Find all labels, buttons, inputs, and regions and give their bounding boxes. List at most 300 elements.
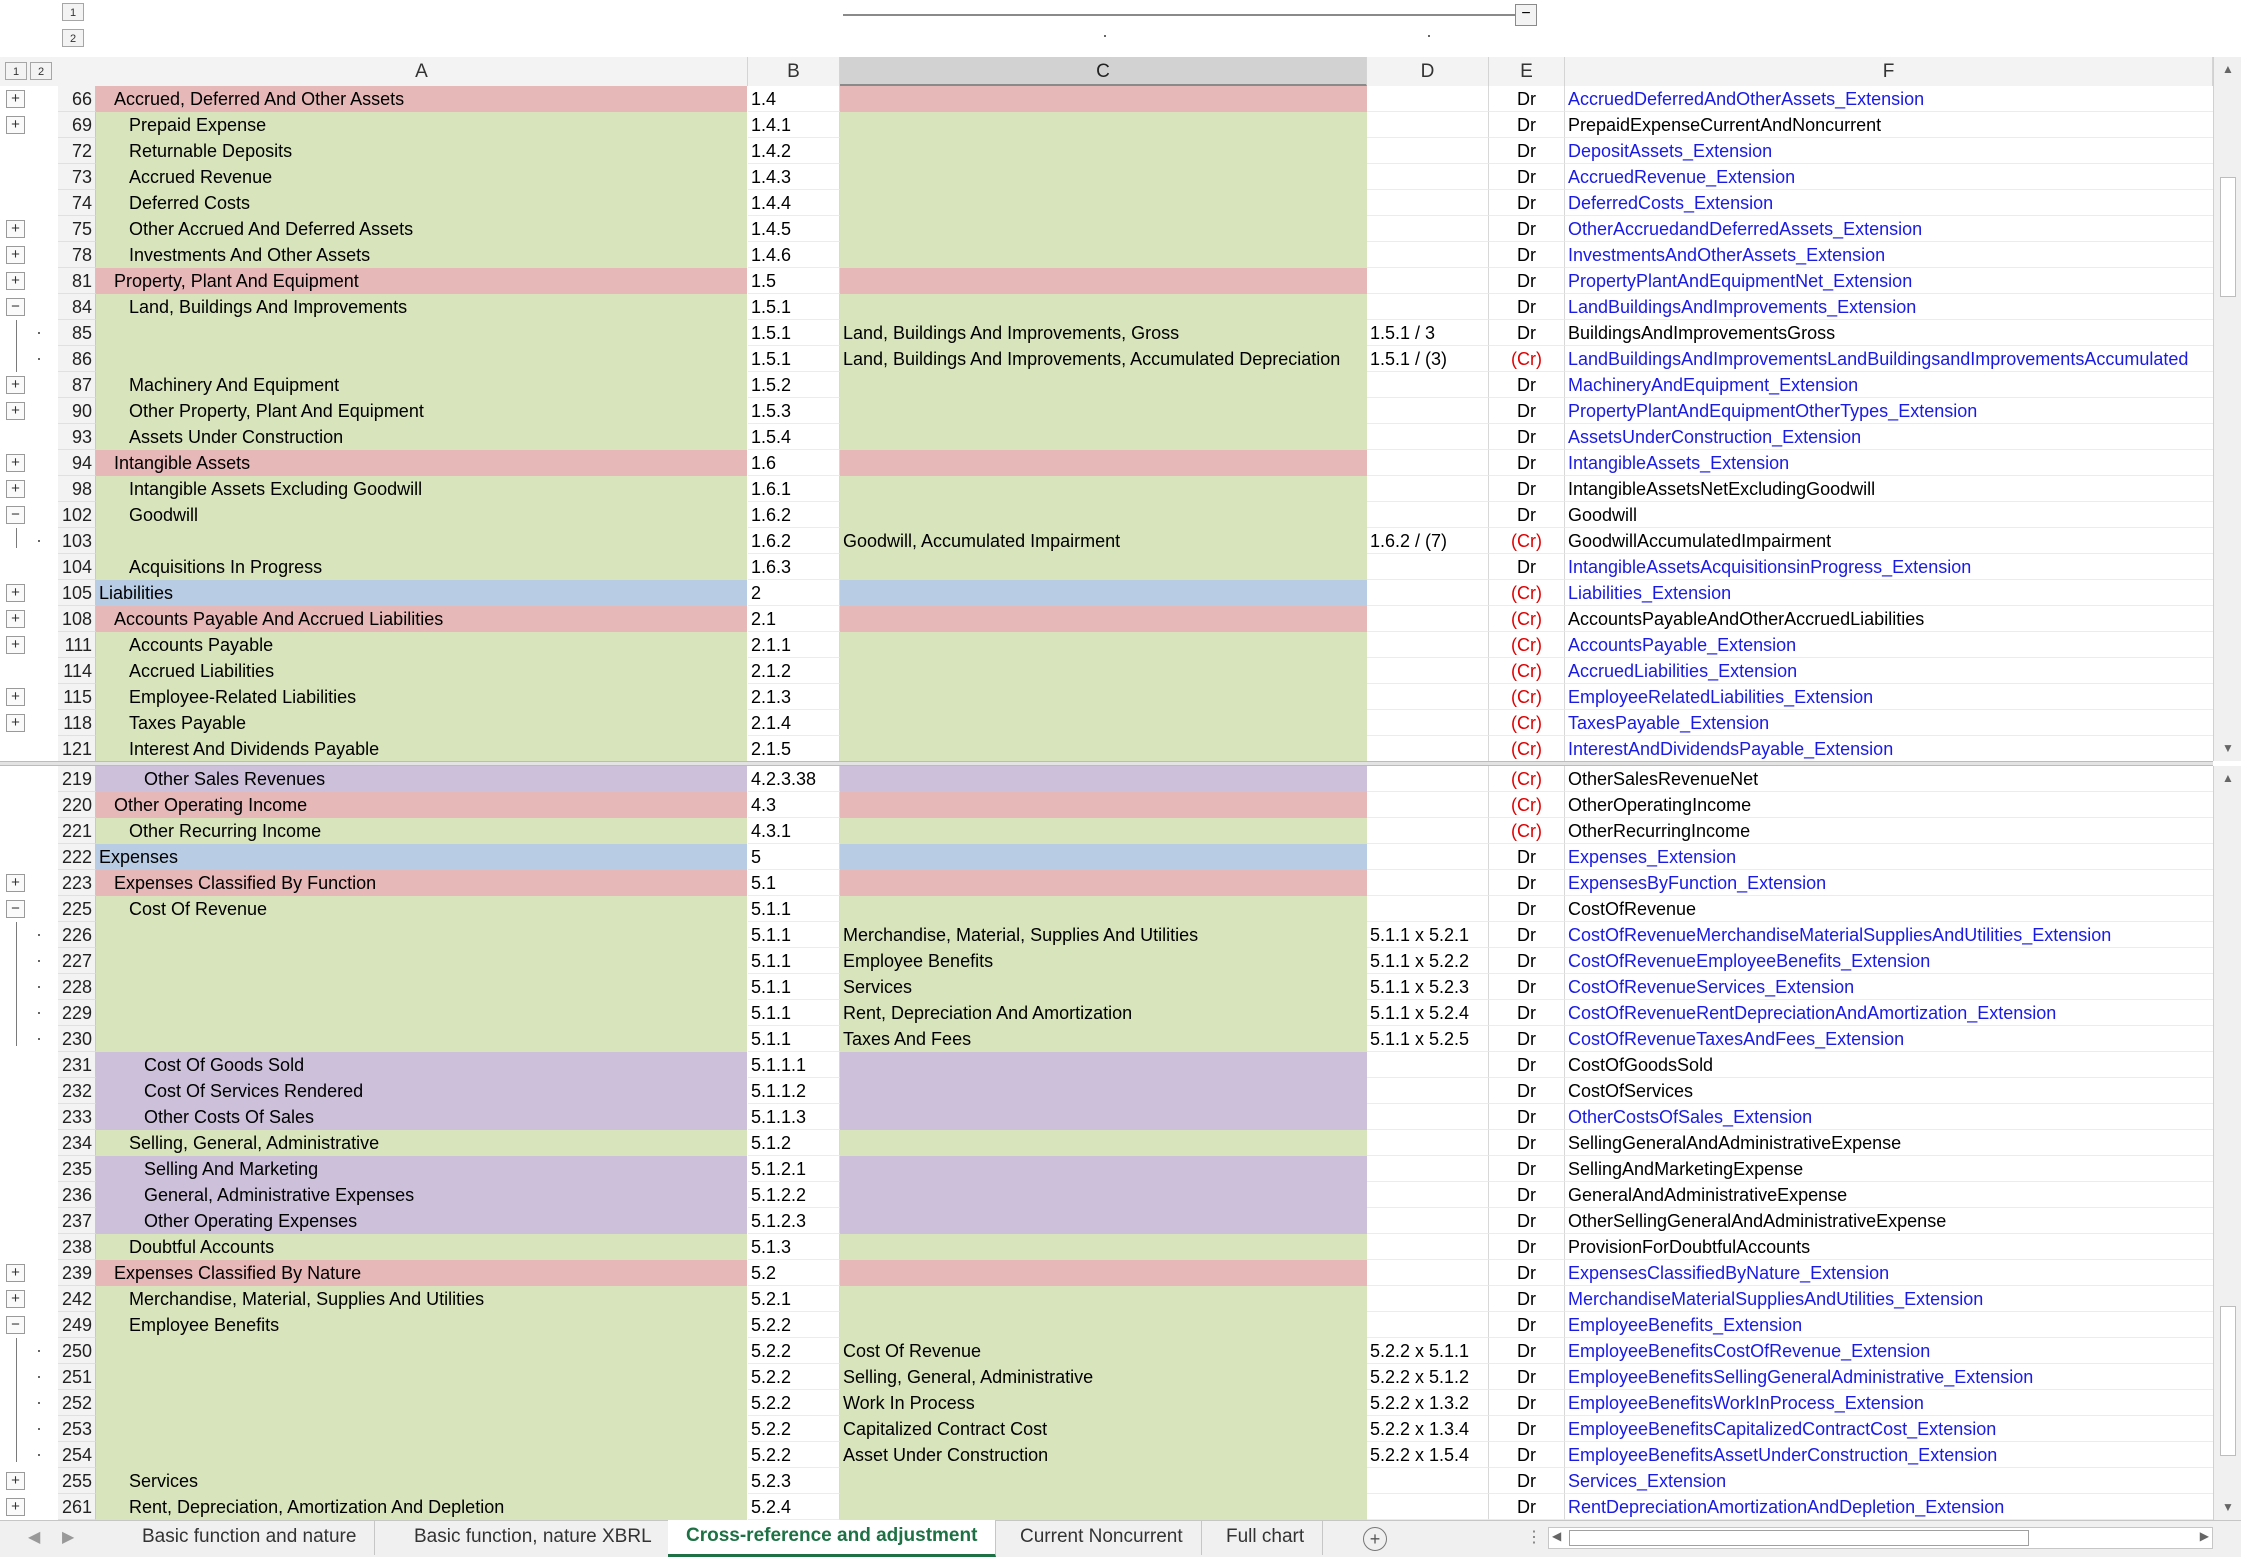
cell-a[interactable]: Selling, General, Administrative [96,1130,748,1156]
cell-b[interactable]: 1.5.4 [748,424,840,450]
row-number[interactable]: 85 [58,320,96,346]
horizontal-scrollbar[interactable] [1548,1527,2213,1549]
cell-e[interactable]: Dr [1489,974,1565,1000]
cell-d[interactable] [1367,684,1489,710]
cell-f[interactable]: IntangibleAssetsNetExcludingGoodwill [1565,476,2213,502]
cell-f[interactable]: ProvisionForDoubtfulAccounts [1565,1234,2213,1260]
cell-d[interactable] [1367,1156,1489,1182]
cell-d[interactable]: 5.1.1 x 5.2.1 [1367,922,1489,948]
cell-d[interactable] [1367,1104,1489,1130]
cell-b[interactable]: 5.1.2.2 [748,1182,840,1208]
column-header-e[interactable]: E [1489,57,1565,86]
cell-e[interactable]: Dr [1489,1286,1565,1312]
cell-e[interactable]: Dr [1489,476,1565,502]
cell-d[interactable] [1367,1312,1489,1338]
row-number[interactable]: 220 [58,792,96,818]
cell-a[interactable] [96,948,748,974]
cell-e[interactable]: Dr [1489,554,1565,580]
cell-d[interactable] [1367,580,1489,606]
cell-a[interactable]: Interest And Dividends Payable [96,736,748,761]
cell-b[interactable]: 1.5.1 [748,320,840,346]
cell-a[interactable]: Machinery And Equipment [96,372,748,398]
expand-group-icon[interactable]: + [6,454,25,472]
expand-group-icon[interactable]: + [6,116,25,134]
cell-a[interactable]: Other Sales Revenues [96,766,748,792]
cell-b[interactable]: 5.2.2 [748,1338,840,1364]
cell-b[interactable]: 1.5.1 [748,294,840,320]
cell-f[interactable]: OtherRecurringIncome [1565,818,2213,844]
cell-c[interactable] [840,1468,1367,1494]
cell-b[interactable]: 4.3.1 [748,818,840,844]
scroll-down-arrow-icon[interactable]: ▼ [2222,1500,2234,1514]
cell-f[interactable]: SellingGeneralAndAdministrativeExpense [1565,1130,2213,1156]
row-number[interactable]: 228 [58,974,96,1000]
sheet-tab-basic-function-nature-xbrl[interactable]: Basic function, nature XBRL [396,1521,671,1555]
cell-d[interactable]: 5.2.2 x 5.1.1 [1367,1338,1489,1364]
cell-b[interactable]: 1.4.2 [748,138,840,164]
collapse-group-icon[interactable]: − [6,1316,25,1334]
cell-f[interactable]: DeferredCosts_Extension [1565,190,2213,216]
expand-group-icon[interactable]: + [6,376,25,394]
cell-e[interactable]: (Cr) [1489,766,1565,792]
cell-e[interactable]: Dr [1489,1338,1565,1364]
cell-a[interactable] [96,346,748,372]
cell-b[interactable]: 5.2.2 [748,1312,840,1338]
row-number[interactable]: 233 [58,1104,96,1130]
cell-d[interactable] [1367,424,1489,450]
cell-a[interactable] [96,1416,748,1442]
bottom-vertical-scrollbar[interactable] [2213,766,2241,1520]
top-vertical-scrollbar[interactable] [2213,57,2241,761]
cell-b[interactable]: 2.1 [748,606,840,632]
cell-c[interactable] [840,1130,1367,1156]
cell-d[interactable] [1367,112,1489,138]
cell-f[interactable]: AccountsPayable_Extension [1565,632,2213,658]
cell-b[interactable]: 1.6 [748,450,840,476]
cell-a[interactable]: Other Costs Of Sales [96,1104,748,1130]
cell-d[interactable]: 5.2.2 x 1.5.4 [1367,1442,1489,1468]
cell-f[interactable]: EmployeeBenefitsAssetUnderConstruction_Extension [1565,1442,2213,1468]
cell-b[interactable]: 5.1.1.3 [748,1104,840,1130]
cell-e[interactable]: Dr [1489,424,1565,450]
row-number[interactable]: 254 [58,1442,96,1468]
cell-c[interactable] [840,792,1367,818]
cell-c[interactable]: Capitalized Contract Cost [840,1416,1367,1442]
cell-a[interactable]: Prepaid Expense [96,112,748,138]
row-number[interactable]: 87 [58,372,96,398]
cell-e[interactable]: Dr [1489,294,1565,320]
cell-e[interactable]: (Cr) [1489,710,1565,736]
cell-c[interactable] [840,1104,1367,1130]
cell-e[interactable]: (Cr) [1489,606,1565,632]
row-number[interactable]: 227 [58,948,96,974]
cell-d[interactable] [1367,554,1489,580]
cell-a[interactable]: Employee-Related Liabilities [96,684,748,710]
cell-a[interactable]: Selling And Marketing [96,1156,748,1182]
cell-d[interactable] [1367,190,1489,216]
cell-f[interactable]: CostOfRevenueMerchandiseMaterialSuppliesAndUtilities_Extension [1565,922,2213,948]
cell-c[interactable] [840,476,1367,502]
row-number[interactable]: 231 [58,1052,96,1078]
cell-f[interactable]: ExpensesClassifiedByNature_Extension [1565,1260,2213,1286]
row-number[interactable]: 232 [58,1078,96,1104]
cell-c[interactable] [840,554,1367,580]
cell-e[interactable]: Dr [1489,870,1565,896]
row-level-2-button[interactable]: 2 [30,62,52,80]
cell-e[interactable]: Dr [1489,164,1565,190]
cell-b[interactable]: 5.1.1.2 [748,1078,840,1104]
cell-d[interactable] [1367,1234,1489,1260]
cell-b[interactable]: 2 [748,580,840,606]
expand-group-icon[interactable]: + [6,402,25,420]
cell-f[interactable]: OtherAccruedandDeferredAssets_Extension [1565,216,2213,242]
cell-f[interactable]: CostOfRevenueTaxesAndFees_Extension [1565,1026,2213,1052]
cell-e[interactable]: Dr [1489,112,1565,138]
row-number[interactable]: 221 [58,818,96,844]
cell-a[interactable]: Liabilities [96,580,748,606]
cell-f[interactable]: PropertyPlantAndEquipmentNet_Extension [1565,268,2213,294]
row-number[interactable]: 238 [58,1234,96,1260]
cell-f[interactable]: CostOfServices [1565,1078,2213,1104]
cell-f[interactable]: RentDepreciationAmortizationAndDepletion_Extension [1565,1494,2213,1520]
cell-a[interactable] [96,320,748,346]
cell-f[interactable]: GoodwillAccumulatedImpairment [1565,528,2213,554]
cell-f[interactable]: ExpensesByFunction_Extension [1565,870,2213,896]
cell-e[interactable]: Dr [1489,1052,1565,1078]
expand-group-icon[interactable]: + [6,688,25,706]
row-number[interactable]: 226 [58,922,96,948]
cell-f[interactable]: EmployeeBenefitsCostOfRevenue_Extension [1565,1338,2213,1364]
sheet-tab-full-chart[interactable]: Full chart [1208,1521,1323,1555]
cell-c[interactable] [840,450,1367,476]
cell-f[interactable]: BuildingsAndImprovementsGross [1565,320,2213,346]
cell-a[interactable]: Taxes Payable [96,710,748,736]
expand-group-icon[interactable]: + [6,220,25,238]
row-number[interactable]: 239 [58,1260,96,1286]
row-number[interactable]: 118 [58,710,96,736]
cell-e[interactable]: Dr [1489,1390,1565,1416]
cell-a[interactable]: Returnable Deposits [96,138,748,164]
row-number[interactable]: 94 [58,450,96,476]
column-level-1-button[interactable]: 1 [62,3,84,21]
cell-e[interactable]: (Cr) [1489,818,1565,844]
column-header-c[interactable]: C [840,57,1367,86]
cell-e[interactable]: Dr [1489,922,1565,948]
collapse-group-icon[interactable]: − [6,900,25,918]
row-number[interactable]: 235 [58,1156,96,1182]
row-number[interactable]: 223 [58,870,96,896]
cell-f[interactable]: EmployeeBenefitsWorkInProcess_Extension [1565,1390,2213,1416]
row-number[interactable]: 69 [58,112,96,138]
cell-a[interactable]: Other Operating Expenses [96,1208,748,1234]
cell-a[interactable]: Deferred Costs [96,190,748,216]
cell-e[interactable]: Dr [1489,1000,1565,1026]
cell-b[interactable]: 5.1.2.3 [748,1208,840,1234]
cell-c[interactable] [840,372,1367,398]
cell-b[interactable]: 5.1.1 [748,1000,840,1026]
cell-e[interactable]: (Cr) [1489,580,1565,606]
cell-f[interactable]: LandBuildingsAndImprovementsLandBuildingsandImprovementsAccumulated [1565,346,2213,372]
cell-b[interactable]: 1.6.2 [748,502,840,528]
cell-c[interactable] [840,1494,1367,1520]
cell-b[interactable]: 5.1.1 [748,922,840,948]
cell-c[interactable] [840,424,1367,450]
cell-e[interactable]: Dr [1489,1026,1565,1052]
cell-d[interactable] [1367,138,1489,164]
cell-c[interactable] [840,580,1367,606]
cell-b[interactable]: 5.2 [748,1260,840,1286]
cell-d[interactable] [1367,1052,1489,1078]
scroll-thumb[interactable] [2220,177,2236,297]
cell-b[interactable]: 1.4 [748,86,840,112]
collapse-group-icon[interactable]: − [6,298,25,316]
cell-b[interactable]: 5.1.1 [748,1026,840,1052]
scroll-up-arrow-icon[interactable]: ▲ [2222,62,2234,76]
sheet-tab-cross-reference-and-adjustment[interactable]: Cross-reference and adjustment [668,1520,996,1557]
row-number[interactable]: 230 [58,1026,96,1052]
cell-c[interactable] [840,294,1367,320]
cell-a[interactable]: Acquisitions In Progress [96,554,748,580]
cell-f[interactable]: CostOfRevenueServices_Extension [1565,974,2213,1000]
cell-f[interactable]: MerchandiseMaterialSuppliesAndUtilities_Extension [1565,1286,2213,1312]
cell-a[interactable]: Expenses Classified By Nature [96,1260,748,1286]
cell-f[interactable]: Expenses_Extension [1565,844,2213,870]
next-sheet-icon[interactable]: ▶ [62,1529,75,1546]
cell-f[interactable]: EmployeeBenefitsSellingGeneralAdministrative_Extension [1565,1364,2213,1390]
scroll-right-arrow-icon[interactable]: ▶ [2199,1529,2209,1543]
row-number[interactable]: 261 [58,1494,96,1520]
cell-c[interactable] [840,736,1367,761]
cell-a[interactable]: Other Recurring Income [96,818,748,844]
cell-b[interactable]: 4.3 [748,792,840,818]
cell-a[interactable]: Other Accrued And Deferred Assets [96,216,748,242]
cell-e[interactable]: Dr [1489,1234,1565,1260]
cell-a[interactable]: Intangible Assets Excluding Goodwill [96,476,748,502]
cell-a[interactable]: Cost Of Goods Sold [96,1052,748,1078]
cell-a[interactable]: Other Property, Plant And Equipment [96,398,748,424]
cell-e[interactable]: Dr [1489,1182,1565,1208]
cell-c[interactable] [840,896,1367,922]
cell-a[interactable]: Accrued Liabilities [96,658,748,684]
sheet-tab-current-noncurrent[interactable]: Current Noncurrent [1002,1521,1202,1555]
cell-c[interactable] [840,190,1367,216]
cell-e[interactable]: Dr [1489,372,1565,398]
cell-d[interactable] [1367,1130,1489,1156]
row-number[interactable]: 84 [58,294,96,320]
row-number[interactable]: 222 [58,844,96,870]
cell-a[interactable]: Accounts Payable And Accrued Liabilities [96,606,748,632]
cell-d[interactable]: 5.1.1 x 5.2.2 [1367,948,1489,974]
cell-b[interactable]: 1.5.2 [748,372,840,398]
add-sheet-icon[interactable]: + [1363,1527,1387,1551]
row-number[interactable]: 86 [58,346,96,372]
cell-a[interactable]: Employee Benefits [96,1312,748,1338]
cell-f[interactable]: Goodwill [1565,502,2213,528]
cell-f[interactable]: MachineryAndEquipment_Extension [1565,372,2213,398]
cell-e[interactable]: Dr [1489,1156,1565,1182]
row-number[interactable]: 104 [58,554,96,580]
cell-e[interactable]: Dr [1489,1130,1565,1156]
row-number[interactable]: 78 [58,242,96,268]
cell-c[interactable] [840,870,1367,896]
cell-a[interactable] [96,1000,748,1026]
cell-f[interactable]: InterestAndDividendsPayable_Extension [1565,736,2213,761]
cell-b[interactable]: 5.1.1 [748,974,840,1000]
cell-c[interactable]: Goodwill, Accumulated Impairment [840,528,1367,554]
row-number[interactable]: 251 [58,1364,96,1390]
cell-b[interactable]: 5.2.2 [748,1390,840,1416]
cell-e[interactable]: Dr [1489,896,1565,922]
column-header-b[interactable]: B [748,57,840,86]
cell-d[interactable] [1367,1182,1489,1208]
cell-c[interactable] [840,1182,1367,1208]
cell-f[interactable]: CostOfRevenue [1565,896,2213,922]
cell-b[interactable]: 1.6.1 [748,476,840,502]
row-number[interactable]: 66 [58,86,96,112]
cell-b[interactable]: 5.2.4 [748,1494,840,1520]
cell-b[interactable]: 2.1.2 [748,658,840,684]
cell-e[interactable]: Dr [1489,948,1565,974]
cell-f[interactable]: Services_Extension [1565,1468,2213,1494]
expand-group-icon[interactable]: + [6,714,25,732]
row-number[interactable]: 225 [58,896,96,922]
cell-c[interactable] [840,766,1367,792]
scroll-up-arrow-icon[interactable]: ▲ [2222,771,2234,785]
cell-e[interactable]: Dr [1489,268,1565,294]
cell-a[interactable] [96,922,748,948]
expand-group-icon[interactable]: + [6,1498,25,1516]
cell-d[interactable] [1367,632,1489,658]
cell-e[interactable]: Dr [1489,138,1565,164]
cell-e[interactable]: Dr [1489,1260,1565,1286]
row-number[interactable]: 111 [58,632,96,658]
column-level-2-button[interactable]: 2 [62,29,84,47]
cell-b[interactable]: 5.2.3 [748,1468,840,1494]
cell-a[interactable]: Cost Of Revenue [96,896,748,922]
collapse-group-icon[interactable]: − [6,506,25,524]
cell-e[interactable]: Dr [1489,216,1565,242]
row-number[interactable]: 250 [58,1338,96,1364]
cell-d[interactable] [1367,818,1489,844]
cell-c[interactable] [840,112,1367,138]
cell-e[interactable]: Dr [1489,502,1565,528]
cell-c[interactable]: Land, Buildings And Improvements, Accumulated Depreciation [840,346,1367,372]
cell-a[interactable]: Accounts Payable [96,632,748,658]
cell-d[interactable]: 5.1.1 x 5.2.3 [1367,974,1489,1000]
cell-a[interactable] [96,1442,748,1468]
cell-c[interactable]: Employee Benefits [840,948,1367,974]
cell-d[interactable] [1367,1468,1489,1494]
cell-c[interactable] [840,710,1367,736]
cell-a[interactable]: Other Operating Income [96,792,748,818]
prev-sheet-icon[interactable]: ◀ [28,1529,41,1546]
cell-c[interactable]: Land, Buildings And Improvements, Gross [840,320,1367,346]
cell-d[interactable] [1367,216,1489,242]
cell-a[interactable] [96,1026,748,1052]
cell-e[interactable]: (Cr) [1489,346,1565,372]
cell-a[interactable]: Land, Buildings And Improvements [96,294,748,320]
cell-e[interactable]: (Cr) [1489,684,1565,710]
cell-d[interactable]: 1.6.2 / (7) [1367,528,1489,554]
cell-f[interactable]: LandBuildingsAndImprovements_Extension [1565,294,2213,320]
cell-a[interactable]: Goodwill [96,502,748,528]
cell-c[interactable] [840,1260,1367,1286]
row-number[interactable]: 115 [58,684,96,710]
row-number[interactable]: 75 [58,216,96,242]
row-number[interactable]: 234 [58,1130,96,1156]
cell-d[interactable]: 1.5.1 / 3 [1367,320,1489,346]
row-number[interactable]: 255 [58,1468,96,1494]
cell-b[interactable]: 5.2.2 [748,1442,840,1468]
cell-e[interactable]: (Cr) [1489,736,1565,761]
row-number[interactable]: 229 [58,1000,96,1026]
cell-c[interactable] [840,216,1367,242]
cell-f[interactable]: PrepaidExpenseCurrentAndNoncurrent [1565,112,2213,138]
expand-group-icon[interactable]: + [6,610,25,628]
cell-f[interactable]: CostOfGoodsSold [1565,1052,2213,1078]
cell-b[interactable]: 5.2.2 [748,1364,840,1390]
cell-f[interactable]: GeneralAndAdministrativeExpense [1565,1182,2213,1208]
cell-e[interactable]: Dr [1489,190,1565,216]
cell-f[interactable]: PropertyPlantAndEquipmentOtherTypes_Extension [1565,398,2213,424]
cell-d[interactable] [1367,844,1489,870]
row-number[interactable]: 74 [58,190,96,216]
cell-c[interactable]: Cost Of Revenue [840,1338,1367,1364]
row-number[interactable]: 72 [58,138,96,164]
cell-a[interactable]: Investments And Other Assets [96,242,748,268]
cell-f[interactable]: DepositAssets_Extension [1565,138,2213,164]
column-header-d[interactable]: D [1367,57,1489,86]
expand-group-icon[interactable]: + [6,636,25,654]
cell-d[interactable]: 5.1.1 x 5.2.5 [1367,1026,1489,1052]
cell-c[interactable] [840,1052,1367,1078]
cell-e[interactable]: Dr [1489,1364,1565,1390]
cell-f[interactable]: IntangibleAssetsAcquisitionsinProgress_Extension [1565,554,2213,580]
cell-c[interactable]: Work In Process [840,1390,1367,1416]
expand-group-icon[interactable]: + [6,480,25,498]
cell-d[interactable] [1367,164,1489,190]
cell-a[interactable] [96,1338,748,1364]
row-number[interactable]: 105 [58,580,96,606]
cell-a[interactable]: Accrued, Deferred And Other Assets [96,86,748,112]
cell-a[interactable]: Cost Of Services Rendered [96,1078,748,1104]
cell-f[interactable]: SellingAndMarketingExpense [1565,1156,2213,1182]
cell-b[interactable]: 4.2.3.38 [748,766,840,792]
cell-f[interactable]: IntangibleAssets_Extension [1565,450,2213,476]
row-number[interactable]: 114 [58,658,96,684]
cell-a[interactable] [96,1390,748,1416]
cell-c[interactable] [840,138,1367,164]
cell-f[interactable]: AssetsUnderConstruction_Extension [1565,424,2213,450]
cell-a[interactable] [96,1364,748,1390]
cell-e[interactable]: Dr [1489,1416,1565,1442]
cell-c[interactable] [840,1078,1367,1104]
cell-f[interactable]: EmployeeRelatedLiabilities_Extension [1565,684,2213,710]
row-number[interactable]: 90 [58,398,96,424]
cell-c[interactable]: Services [840,974,1367,1000]
cell-c[interactable] [840,1234,1367,1260]
cell-b[interactable]: 5.1.1 [748,896,840,922]
cell-a[interactable] [96,528,748,554]
cell-f[interactable]: AccruedDeferredAndOtherAssets_Extension [1565,86,2213,112]
row-number[interactable]: 81 [58,268,96,294]
cell-d[interactable]: 5.1.1 x 5.2.4 [1367,1000,1489,1026]
cell-d[interactable] [1367,710,1489,736]
cell-f[interactable]: AccruedRevenue_Extension [1565,164,2213,190]
cell-e[interactable]: Dr [1489,1442,1565,1468]
cell-c[interactable]: Merchandise, Material, Supplies And Utilities [840,922,1367,948]
cell-e[interactable]: Dr [1489,1468,1565,1494]
